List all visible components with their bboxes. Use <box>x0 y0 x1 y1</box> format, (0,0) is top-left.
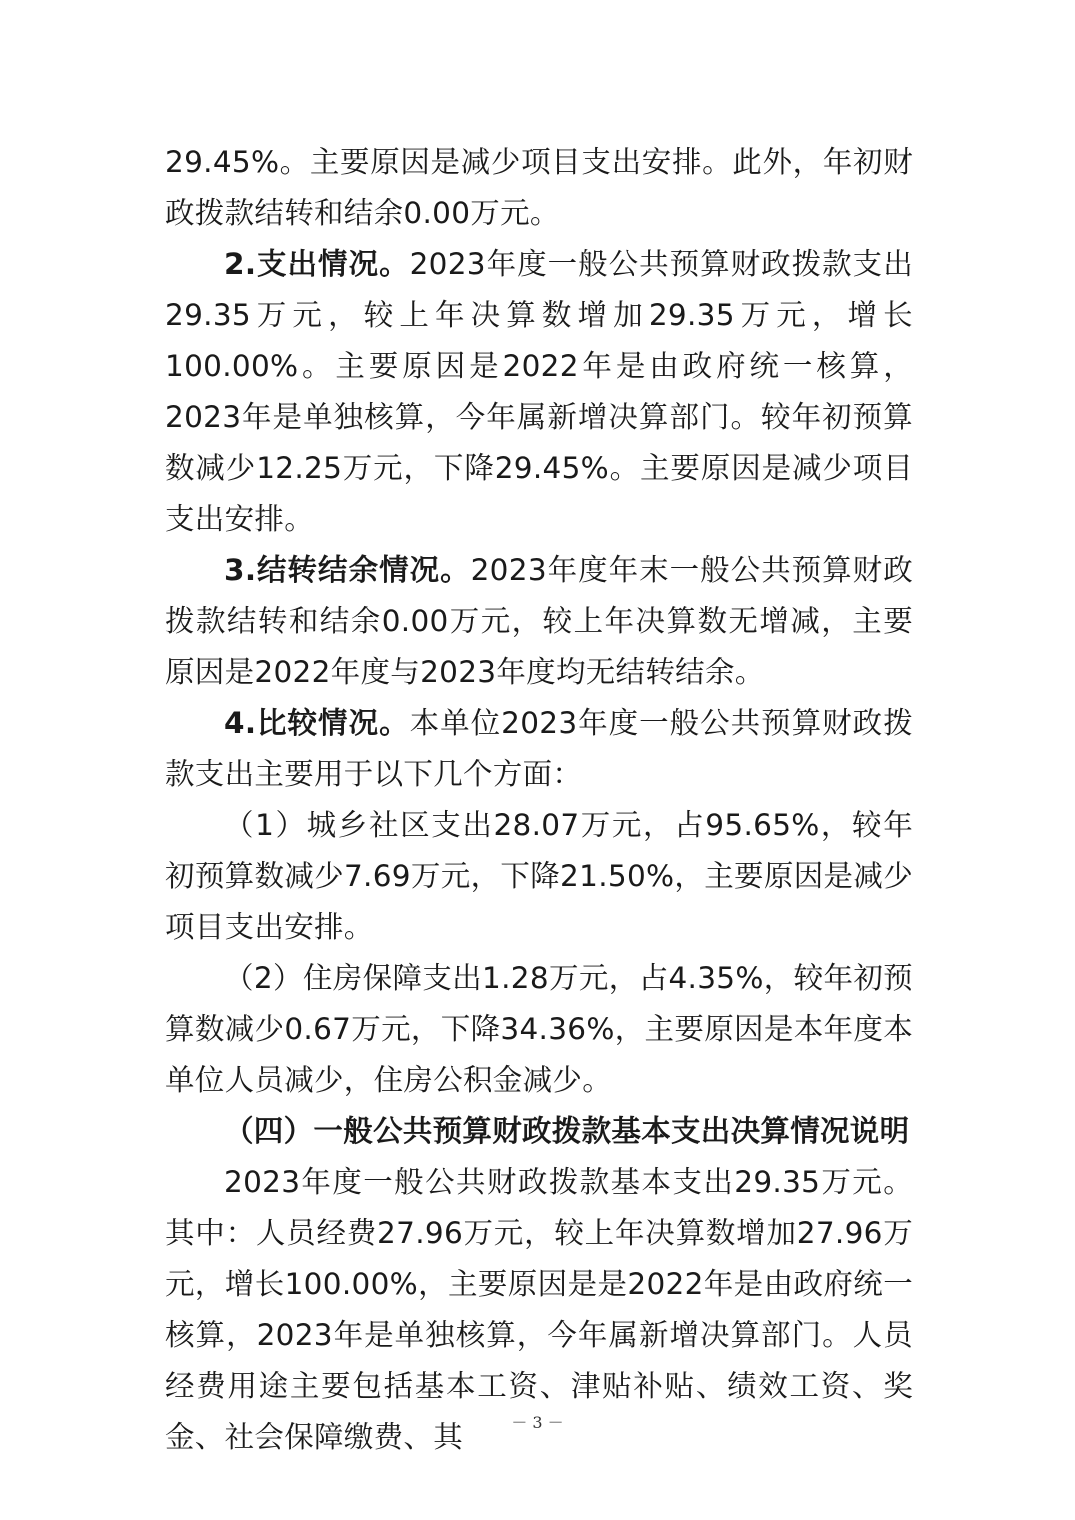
paragraph-lead: 2.支出情况。 <box>224 247 410 281</box>
paragraph-expenditure <box>165 239 913 545</box>
paragraph-text: 2023年度一般公共预算财政拨款支出29.35万元，较上年决算数增加29.35万元，增长100.00%。主要原因是2022年是由政府统一核算，2023年是单独核算，今年属新增决算部门。较年初预算数减少12.25万元，下降29.45%。主要原因是减少项目支出安排。 <box>165 247 913 536</box>
paragraph-comparison <box>165 698 913 800</box>
document-page <box>165 137 913 1463</box>
paragraph-item-urban-rural <box>165 800 913 953</box>
paragraph-budget-carryover <box>165 137 913 239</box>
paragraph-text: 2023年度年末一般公共预算财政拨款结转和结余0.00万元，较上年决算数无增减，主要原因是2022年度与2023年度均无结转结余。 <box>165 553 913 689</box>
paragraph-text: （2）住房保障支出1.28万元，占4.35%，较年初预算数减少0.67万元，下降34.36%，主要原因是本年度本单位人员减少，住房公积金减少。 <box>165 961 913 1097</box>
paragraph-lead: 4.比较情况。 <box>224 706 410 740</box>
paragraph-text: 29.45%。主要原因是减少项目支出安排。此外，年初财政拨款结转和结余0.00万元。 <box>165 145 913 230</box>
paragraph-item-housing <box>165 953 913 1106</box>
page-number: － 3 － <box>511 1413 564 1432</box>
paragraph-text: 本单位2023年度一般公共预算财政拨款支出主要用于以下几个方面： <box>165 706 913 791</box>
section-body: 2023年度一般公共财政拨款基本支出29.35万元。其中：人员经费27.96万元，较上年决算数增加27.96万元，增长100.00%，主要原因是是2022年是由政府统一核算，2023年是单独核算，今年属新增决算部门。人员经费用途主要包括基本工资、津贴补贴、绩效工资、奖金、社会保障缴费、其 <box>165 1165 913 1454</box>
section-heading: （四）一般公共预算财政拨款基本支出决算情况说明 <box>224 1114 910 1148</box>
paragraph-lead: 3.结转结余情况。 <box>224 553 471 587</box>
paragraph-text: （1）城乡社区支出28.07万元，占95.65%，较年初预算数减少7.69万元，下降21.50%，主要原因是减少项目支出安排。 <box>165 808 913 944</box>
paragraph-carryover-balance <box>165 545 913 698</box>
